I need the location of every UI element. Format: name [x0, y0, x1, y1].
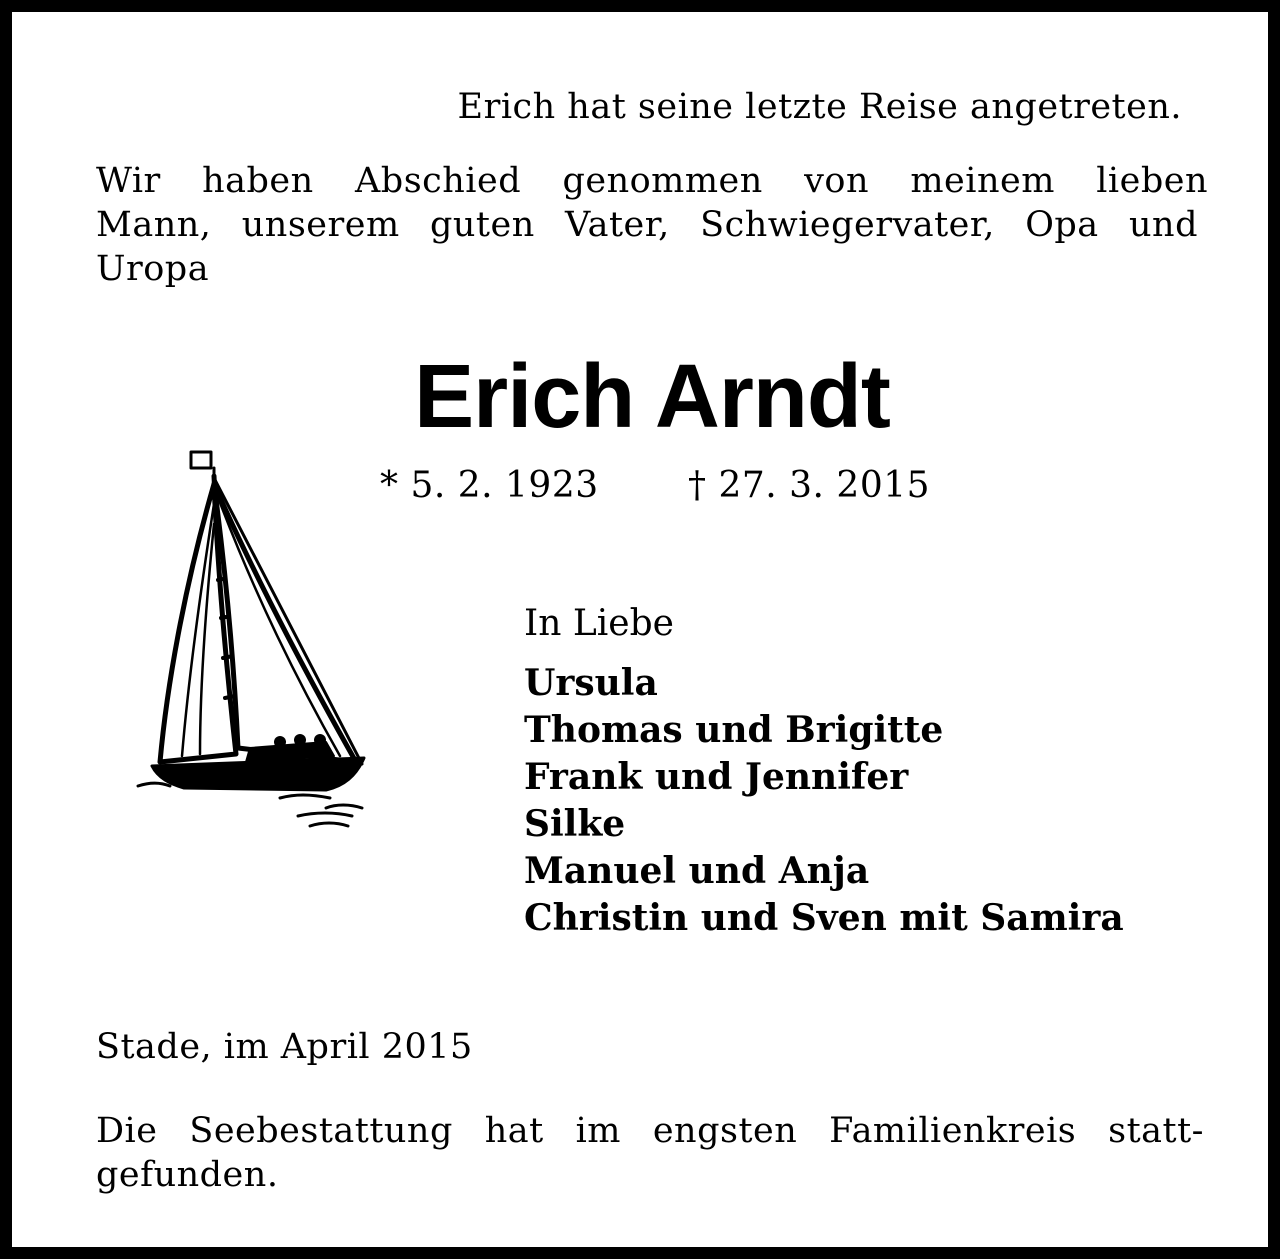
burial-line-2: gefunden. [96, 1155, 279, 1195]
family-members-list [524, 660, 1124, 942]
family-member: Christin und Sven mit Samira [524, 897, 1124, 939]
family-block [524, 603, 1124, 942]
family-member: Frank und Jennifer [524, 756, 909, 798]
family-member: Thomas und Brigitte [524, 709, 944, 751]
place-date: Stade, im April 2015 [96, 1027, 473, 1067]
sailboat-icon [130, 444, 370, 836]
family-member: Manuel und Anja [524, 850, 870, 892]
burial-line-1: Die Seebestattung hat im engsten Familienkreis statt- [96, 1111, 1204, 1151]
family-member: Ursula [524, 662, 658, 704]
intro-line: Erich hat seine letzte Reise angetreten. [457, 87, 1182, 127]
birth-date: * 5. 2. 1923 [380, 465, 599, 506]
farewell-line-2: Mann, unserem guten Vater, Schwiegervater, Opa und [96, 205, 1198, 245]
family-member: Silke [524, 803, 626, 845]
death-date: † 27. 3. 2015 [688, 465, 931, 506]
farewell-line-3: Uropa [96, 249, 210, 289]
family-intro: In Liebe [524, 603, 674, 644]
deceased-name: Erich Arndt [414, 347, 890, 447]
farewell-line-1: Wir haben Abschied genommen von meinem lieben [96, 161, 1208, 201]
